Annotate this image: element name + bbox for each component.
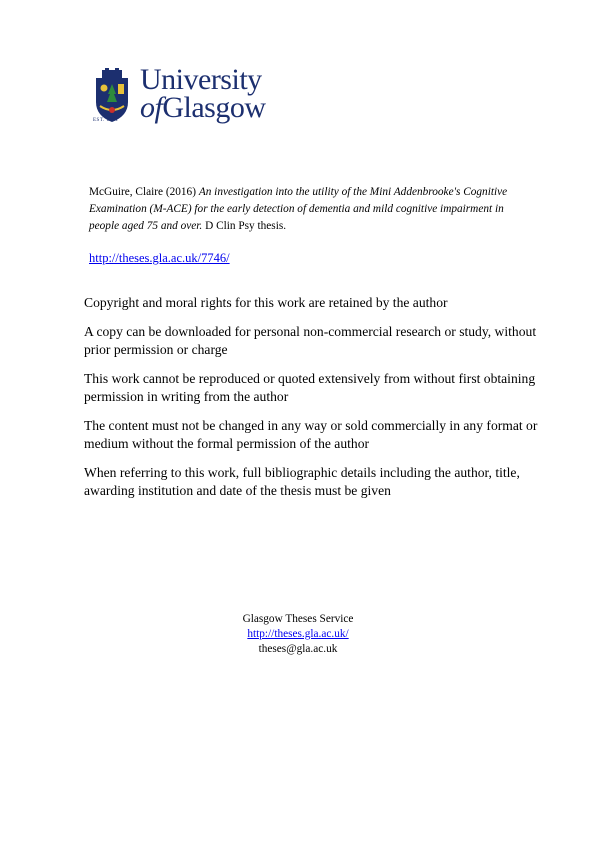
logo-line-university: University (140, 63, 262, 96)
rights-copyright: Copyright and moral rights for this work are retained by the author (84, 295, 448, 310)
crest-icon (92, 68, 132, 124)
service-name: Glasgow Theses Service (242, 613, 354, 625)
rights-referencing: When referring to this work, full bibliographic details including the author, title, awarding institution and date of the thesis must be given (84, 465, 520, 498)
theses-service-block (180, 612, 416, 657)
citation-title: An investigation into the utility of the Mini Addenbrooke's Cognitive Examination (M-ACE) for the early detection of dementia and mild cognitive impairment in people aged 75 and over. (89, 186, 508, 232)
service-link[interactable]: http://theses.gla.ac.uk/ (247, 628, 349, 640)
thesis-link[interactable]: http://theses.gla.ac.uk/7746/ (89, 251, 230, 265)
citation-authors: McGuire, Claire (2016) (89, 186, 199, 198)
rights-modification: The content must not be changed in any way or sold commercially in any format or medium without the formal permission of the author (84, 418, 538, 451)
logo-wordmark (140, 63, 266, 124)
rights-reproduction: This work cannot be reproduced or quoted extensively from without first obtaining permission in writing from the author (84, 371, 536, 404)
logo-of: of (140, 91, 163, 124)
logo-line-glasgow (140, 91, 266, 124)
citation-degree: D Clin Psy thesis. (202, 220, 287, 232)
logo-glasgow: Glasgow (162, 91, 266, 124)
logo-established: EST. 1451 (93, 118, 119, 123)
citation (89, 184, 529, 235)
rights-statements (84, 294, 544, 511)
rights-download: A copy can be downloaded for personal non-commercial research or study, without prior permission or charge (84, 324, 537, 357)
university-logo (92, 63, 282, 128)
service-email[interactable]: theses@gla.ac.uk (258, 643, 338, 655)
